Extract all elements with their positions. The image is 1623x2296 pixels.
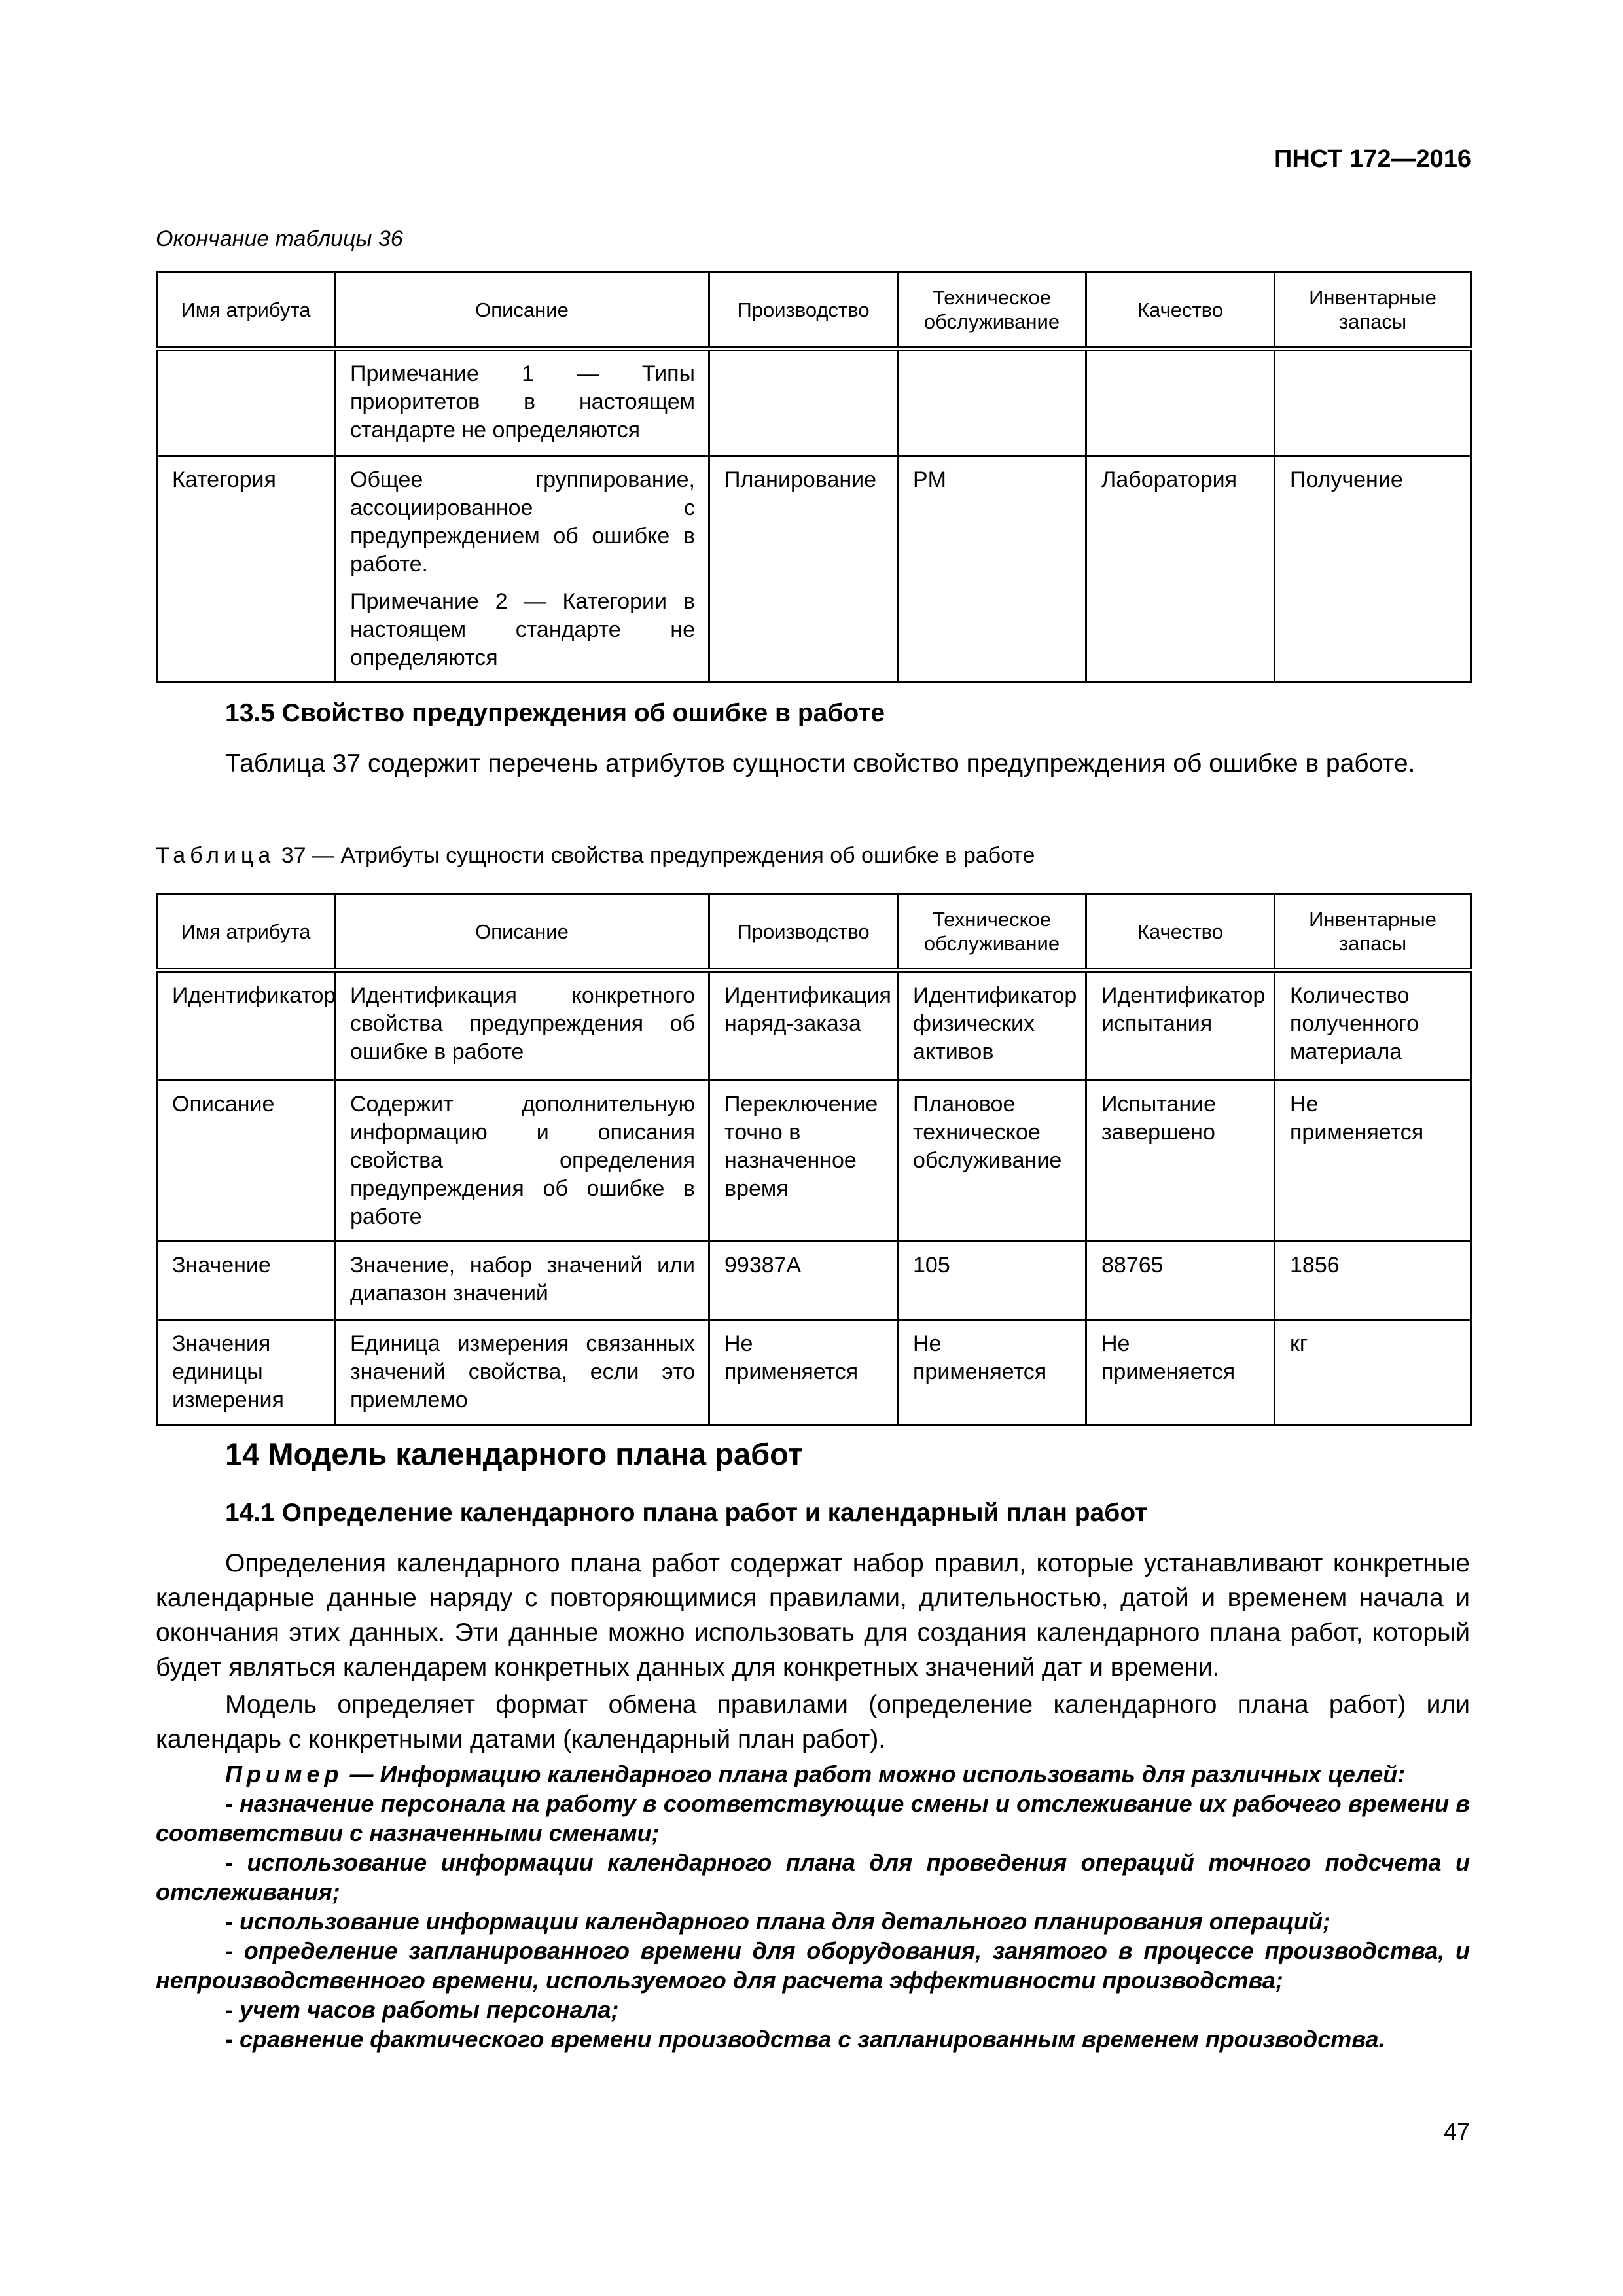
cell-attr-name: Описание (157, 1081, 335, 1242)
cell-quality: Лаборатория (1086, 456, 1275, 683)
header-production: Производство (709, 894, 898, 971)
header-description: Описание (335, 272, 709, 349)
description-text: Общее группирование, ассоциированное с предупреждением об ошибке в работе. (350, 467, 695, 577)
example-intro (156, 1759, 1470, 1789)
section-13-5-paragraph (156, 746, 1470, 781)
table-row (157, 1081, 1471, 1242)
table-header-row (157, 894, 1471, 971)
cell-production: 99387A (709, 1242, 898, 1320)
cell-attr-name (157, 349, 335, 456)
header-attr-name: Имя атрибута (157, 894, 335, 971)
cell-maintenance: 105 (898, 1242, 1086, 1320)
cell-quality: Испытание завершено (1086, 1081, 1275, 1242)
cell-description: Единица измерения связанных значений свойства, если это приемлемо (335, 1320, 709, 1425)
cell-description: Содержит дополнительную информацию и описания свойства определения предупреждения об ошибке в работе (335, 1081, 709, 1242)
cell-attr-name: Идентификатор (157, 971, 335, 1081)
cell-quality (1086, 349, 1275, 456)
header-maintenance: Техническое обслуживание (898, 894, 1086, 971)
cell-maintenance: PM (898, 456, 1086, 683)
cell-attr-name: Значение (157, 1242, 335, 1320)
section-14-1-title: 14.1 Определение календарного плана работ и календарный план работ (225, 1499, 1148, 1527)
cell-quality: Идентификатор испытания (1086, 971, 1275, 1081)
list-item: - сравнение фактического времени производства с запланированным временем производства. (225, 2026, 1385, 2053)
list-item: - назначение персонала на работу в соответствующие смены и отслеживание их рабочего времени в соответствии с назначенными сменами; (156, 1790, 1470, 1846)
cell-quality: Не применяется (1086, 1320, 1275, 1425)
cell-inventory (1275, 349, 1471, 456)
cell-production: Не применяется (709, 1320, 898, 1425)
note-text: Примечание 2 — Категории в настоящем стандарте не определяются (350, 589, 695, 670)
header-quality: Качество (1086, 894, 1275, 971)
list-item: - использование информации календарного плана для проведения операций точного подсчета и отслеживания; (156, 1849, 1470, 1905)
table-row (157, 1242, 1471, 1320)
section-13-5-title: 13.5 Свойство предупреждения об ошибке в работе (225, 699, 885, 727)
cell-maintenance: Не применяется (898, 1320, 1086, 1425)
cell-attr-name: Значения единицы измерения (157, 1320, 335, 1425)
example-block (156, 1759, 1470, 2054)
list-item: - учет часов работы персонала; (225, 1996, 619, 2023)
header-production: Производство (709, 272, 898, 349)
cell-quality: 88765 (1086, 1242, 1275, 1320)
table-row (157, 349, 1471, 456)
list-item: - определение запланированного времени для оборудования, занятого в процессе производства, и непроизводственного времени, используемого для расчета эффективности производства; (156, 1937, 1470, 1994)
cell-production (709, 349, 898, 456)
note-text: Примечание 1 — Типы приоритетов в настоящем стандарте не определяются (350, 361, 695, 442)
table-row (157, 456, 1471, 683)
cell-description (335, 456, 709, 683)
cell-production: Планирование (709, 456, 898, 683)
cell-production: Переключение точно в назначенное время (709, 1081, 898, 1242)
document-code: ПНСТ 172—2016 (1274, 145, 1471, 173)
header-inventory: Инвентарные запасы (1275, 894, 1471, 971)
cell-inventory: 1856 (1275, 1242, 1471, 1320)
paragraph-text: Таблица 37 содержит перечень атрибутов сущности свойство предупреждения об ошибке в работе. (225, 749, 1416, 778)
table36-caption: Окончание таблицы 36 (156, 226, 403, 251)
table-row (157, 971, 1471, 1081)
cell-inventory: Не применяется (1275, 1081, 1471, 1242)
cell-production: Идентификация наряд-заказа (709, 971, 898, 1081)
cell-inventory: кг (1275, 1320, 1471, 1425)
cell-description: Идентификация конкретного свойства предупреждения об ошибке в работе (335, 971, 709, 1081)
cell-inventory: Количество полученного материала (1275, 971, 1471, 1081)
example-intro-text: — Информацию календарного плана работ можно использовать для различных целей: (343, 1761, 1406, 1787)
cell-maintenance: Идентификатор физических активов (898, 971, 1086, 1081)
cell-maintenance (898, 349, 1086, 456)
cell-inventory: Получение (1275, 456, 1471, 683)
header-inventory: Инвентарные запасы (1275, 272, 1471, 349)
header-quality: Качество (1086, 272, 1275, 349)
paragraph-text: Определения календарного плана работ содержат набор правил, которые устанавливают конкретные календарные данные наряду с повторяющимися правилами, длительностью, датой и временем начала и окончания этих данных. Эти данные можно использовать для создания календарного плана работ, который будет являться календарем конкретных данных для конкретных значений дат и времени. (156, 1549, 1470, 1681)
table-row (157, 1320, 1471, 1425)
cell-description: Значение, набор значений или диапазон значений (335, 1242, 709, 1320)
table37-caption (156, 843, 1035, 869)
chapter-14-title: 14 Модель календарного плана работ (225, 1437, 803, 1471)
table-36 (156, 271, 1472, 683)
chapter-14-paragraph-2 (156, 1687, 1470, 1757)
table-37 (156, 893, 1472, 1426)
table-header-row (157, 272, 1471, 349)
example-label: Пример (225, 1761, 344, 1787)
chapter-14-paragraph-1 (156, 1546, 1470, 1685)
table37-caption-text: 37 — Атрибуты сущности свойства предупреждения об ошибке в работе (281, 843, 1035, 868)
cell-attr-name: Категория (157, 456, 335, 683)
paragraph-text: Модель определяет формат обмена правилами (определение календарного плана работ) или календарь с конкретными датами (календарный план работ). (156, 1691, 1470, 1753)
header-maintenance: Техническое обслуживание (898, 272, 1086, 349)
cell-maintenance: Плановое техническое обслуживание (898, 1081, 1086, 1242)
header-description: Описание (335, 894, 709, 971)
table37-caption-prefix: Таблица (156, 843, 276, 868)
list-item: - использование информации календарного плана для детального планирования операций; (225, 1908, 1330, 1935)
page-number: 47 (1443, 2118, 1470, 2145)
header-attr-name: Имя атрибута (157, 272, 335, 349)
cell-description (335, 349, 709, 456)
